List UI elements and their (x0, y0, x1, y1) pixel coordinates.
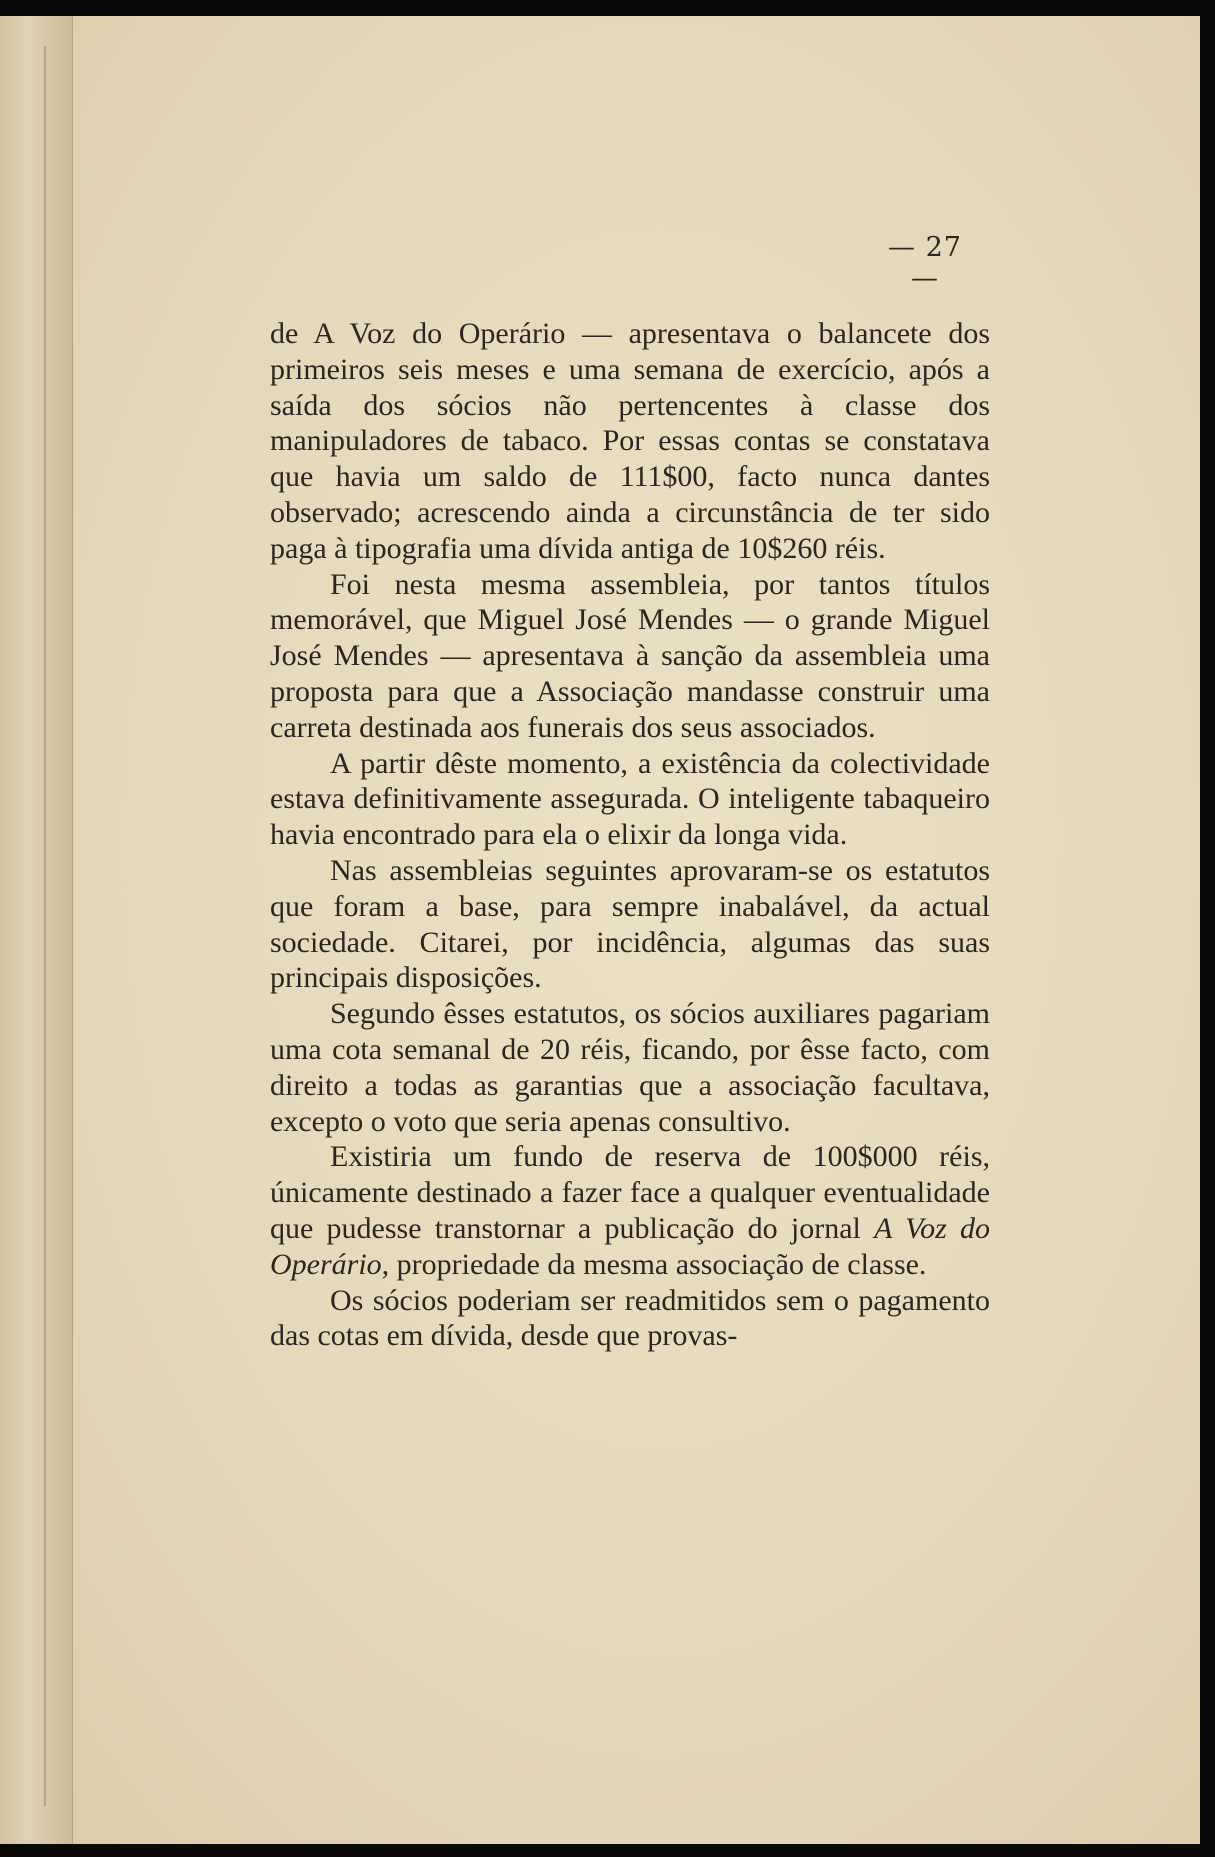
paragraph (270, 996, 990, 1139)
paper-page (0, 16, 1200, 1844)
page-number: — 27 — (888, 232, 962, 294)
paragraph (270, 746, 990, 853)
previous-page-edge (0, 16, 73, 1844)
paragraph-text: Existiria um fundo de reserva de 100$000 réis, únicamente destinado a fazer face a qualquer eventualidade que pudesse transtornar a publicação do jornal (270, 1140, 990, 1245)
paragraph-text: propriedade da mesma associação de classe. (389, 1247, 927, 1281)
binding-fold (44, 46, 46, 1806)
paragraph (270, 1139, 990, 1282)
paragraph-text: Segundo êsses estatutos, os sócios auxiliares pagariam uma cota semanal de 20 réis, ficando, por êsse facto, com direito a todas as garantias que a associação facultava, excepto o voto que seria apenas consultivo. (270, 997, 990, 1138)
italic-title-text: A Voz do Operário, (270, 1211, 990, 1281)
paragraph-text: de A Voz do Operário — apresentava o balancete dos primeiros seis meses e uma semana de exercício, após a saída dos sócios não pertencentes à classe dos manipuladores de tabaco. Por essas contas se constatava que havia um saldo de 111$00, facto nunca dantes observado; acrescendo ainda a circunstância de ter sido paga à tipografia uma dívida antiga de 10$260 réis. (270, 317, 990, 565)
paragraph-text: Foi nesta mesma assembleia, por tantos títulos memorável, que Miguel José Mendes — o grande Miguel José Mendes — apresentava à sanção da assembleia uma proposta para que a Associação mandasse construir uma carreta destinada aos funerais dos seus associados. (270, 567, 990, 744)
paragraph-text: Nas assembleias seguintes aprovaram-se os estatutos que foram a base, para sempre inabalável, da actual sociedade. Citarei, por incidência, algumas das suas principais disposições. (270, 853, 990, 995)
body-text (270, 316, 990, 1354)
paragraph (270, 567, 990, 746)
paragraph (270, 316, 990, 567)
paragraph-text: Os sócios poderiam ser readmitidos sem o pagamento das cotas em dívida, desde que provas- (270, 1283, 990, 1353)
paragraph (270, 853, 990, 996)
paragraph (270, 1283, 990, 1355)
paragraph-text: A partir dêste momento, a existência da colectividade estava definitivamente assegurada. O inteligente tabaqueiro havia encontrado para ela o elixir da longa vida. (270, 746, 990, 852)
